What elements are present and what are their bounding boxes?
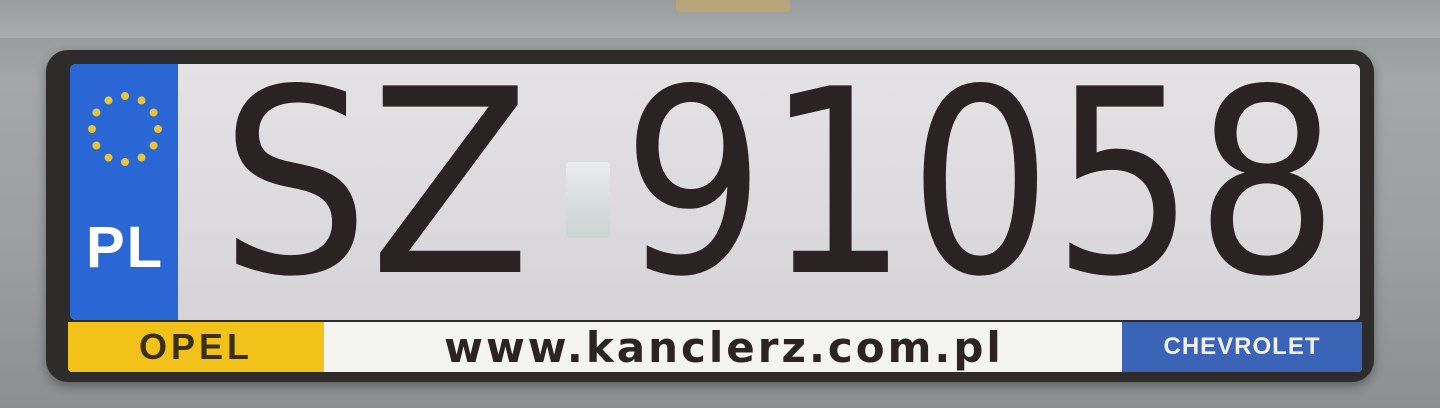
license-plate (70, 64, 1360, 320)
country-code: PL (85, 215, 165, 280)
eu-band (70, 64, 178, 320)
dealer-website: www.kanclerz.com.pl (444, 322, 1004, 372)
registration-text (220, 64, 1360, 320)
opel-brand-label: OPEL (68, 322, 324, 372)
dealer-strip (68, 322, 1362, 372)
trunk-badge-tab (676, 0, 790, 12)
chevrolet-brand-label: CHEVROLET (1122, 322, 1362, 372)
eu-stars-icon (80, 84, 170, 174)
registration-series: SZ (220, 64, 531, 320)
registration-number: 91058 (621, 64, 1339, 320)
